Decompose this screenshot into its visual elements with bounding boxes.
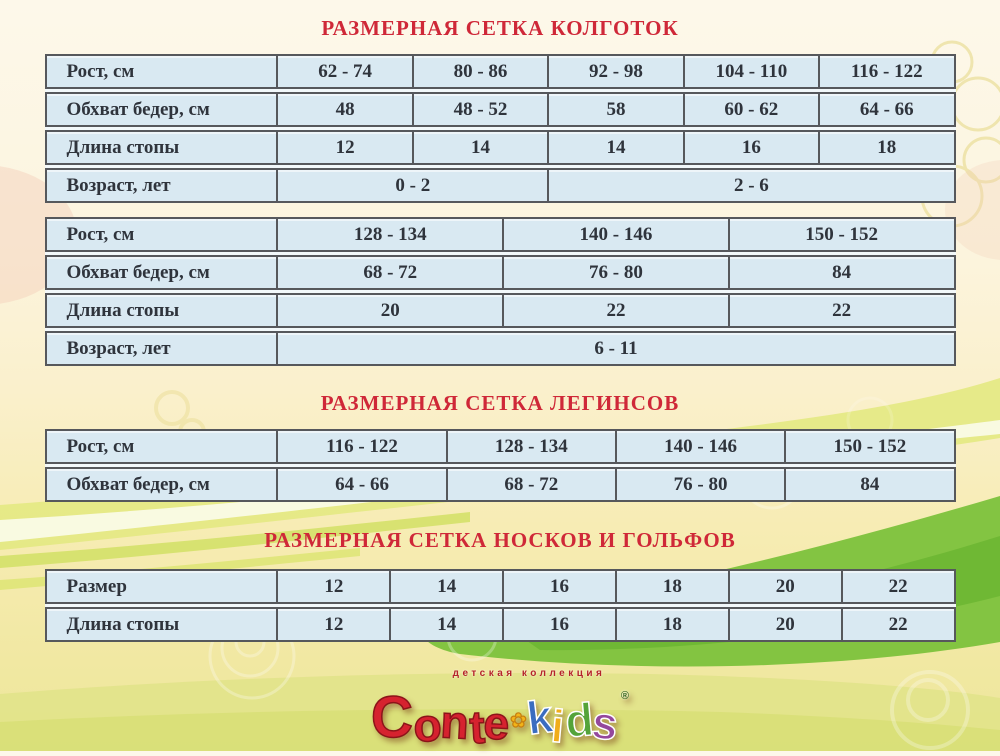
cell-value: 68 - 72 xyxy=(276,257,502,288)
table-row xyxy=(45,54,956,89)
brand-letter: n xyxy=(439,695,471,749)
table-row xyxy=(45,569,956,604)
cell-value: 68 - 72 xyxy=(446,469,615,500)
row-label: Рост, см xyxy=(66,60,135,82)
cell-value: 16 xyxy=(502,609,615,640)
cell-value: 116 - 122 xyxy=(818,56,953,87)
cell-value: 84 xyxy=(784,469,953,500)
row-label: Рост, см xyxy=(66,435,135,457)
cell-value: 48 xyxy=(276,94,411,125)
cell-value: 0 - 2 xyxy=(276,170,547,201)
cell-value: 62 - 74 xyxy=(276,56,411,87)
cell-value: 12 xyxy=(276,571,389,602)
cell-value: 140 - 146 xyxy=(502,219,728,250)
brand-letter: o xyxy=(411,698,443,752)
socks-table xyxy=(45,569,956,642)
cell-value: 76 - 80 xyxy=(615,469,784,500)
brand-letter: t xyxy=(468,700,487,754)
cell-value: 150 - 152 xyxy=(728,219,954,250)
tights-upper-table xyxy=(45,54,956,203)
cell-value: 48 - 52 xyxy=(412,94,547,125)
cell-value: 58 xyxy=(547,94,682,125)
table-row xyxy=(45,168,956,203)
row-label: Обхват бедер, см xyxy=(66,473,210,495)
cell-value: 6 - 11 xyxy=(276,333,953,364)
brand-letter: k xyxy=(523,689,556,745)
tights-lower-table xyxy=(45,217,956,366)
table-row xyxy=(45,331,956,366)
cell-value: 18 xyxy=(615,609,728,640)
cell-value: 80 - 86 xyxy=(412,56,547,87)
registered-trademark: ® xyxy=(620,690,629,702)
cell-value: 16 xyxy=(683,132,818,163)
cell-value: 2 - 6 xyxy=(547,170,953,201)
row-label: Рост, см xyxy=(66,223,135,245)
cell-value: 76 - 80 xyxy=(502,257,728,288)
row-label: Размер xyxy=(66,575,127,597)
brand-letter: C xyxy=(371,685,413,750)
cell-value: 140 - 146 xyxy=(615,431,784,462)
logo-brand-text xyxy=(371,680,629,756)
cell-value: 92 - 98 xyxy=(547,56,682,87)
cell-value: 22 xyxy=(728,295,954,326)
logo-tagline: детская коллекция xyxy=(452,668,606,679)
cell-value: 22 xyxy=(841,571,954,602)
cell-value: 14 xyxy=(389,609,502,640)
brand-letter: ✿ xyxy=(510,710,527,732)
row-label: Длина стопы xyxy=(66,613,180,635)
table-row xyxy=(45,92,956,127)
cell-value: 84 xyxy=(728,257,954,288)
cell-value: 60 - 62 xyxy=(683,94,818,125)
cell-value: 22 xyxy=(841,609,954,640)
row-label: Возраст, лет xyxy=(66,174,171,196)
section-title-leggings: РАЗМЕРНАЯ СЕТКА ЛЕГИНСОВ xyxy=(320,391,680,415)
cell-value: 14 xyxy=(547,132,682,163)
brand-letter: s xyxy=(589,695,622,751)
table-row xyxy=(45,467,956,502)
cell-value: 64 - 66 xyxy=(818,94,953,125)
cell-value: 14 xyxy=(412,132,547,163)
section-title-socks: РАЗМЕРНАЯ СЕТКА НОСКОВ И ГОЛЬФОВ xyxy=(264,528,736,552)
table-row xyxy=(45,255,956,290)
cell-value: 18 xyxy=(818,132,953,163)
cell-value: 104 - 110 xyxy=(683,56,818,87)
cell-value: 18 xyxy=(615,571,728,602)
cell-value: 128 - 134 xyxy=(446,431,615,462)
table-row xyxy=(45,293,956,328)
cell-value: 22 xyxy=(502,295,728,326)
row-label: Обхват бедер, см xyxy=(66,261,210,283)
table-row xyxy=(45,607,956,642)
cell-value: 20 xyxy=(728,571,841,602)
row-label: Возраст, лет xyxy=(66,337,171,359)
row-label: Длина стопы xyxy=(66,136,180,158)
section-title-tights: РАЗМЕРНАЯ СЕТКА КОЛГОТОК xyxy=(321,16,679,40)
leggings-table xyxy=(45,429,956,502)
cell-value: 12 xyxy=(276,609,389,640)
brand-letter: d xyxy=(563,692,596,748)
cell-value: 16 xyxy=(502,571,615,602)
cell-value: 12 xyxy=(276,132,411,163)
row-label: Длина стопы xyxy=(66,299,180,321)
row-label: Обхват бедер, см xyxy=(66,98,210,120)
conte-kids-logo xyxy=(0,668,1000,756)
cell-value: 116 - 122 xyxy=(276,431,445,462)
brand-letter: i xyxy=(549,699,567,753)
cell-value: 14 xyxy=(389,571,502,602)
table-row xyxy=(45,130,956,165)
table-row xyxy=(45,429,956,464)
cell-value: 128 - 134 xyxy=(276,219,502,250)
table-row xyxy=(45,217,956,252)
brand-letter: e xyxy=(482,696,512,750)
cell-value: 20 xyxy=(276,295,502,326)
cell-value: 20 xyxy=(728,609,841,640)
cell-value: 64 - 66 xyxy=(276,469,445,500)
cell-value: 150 - 152 xyxy=(784,431,953,462)
